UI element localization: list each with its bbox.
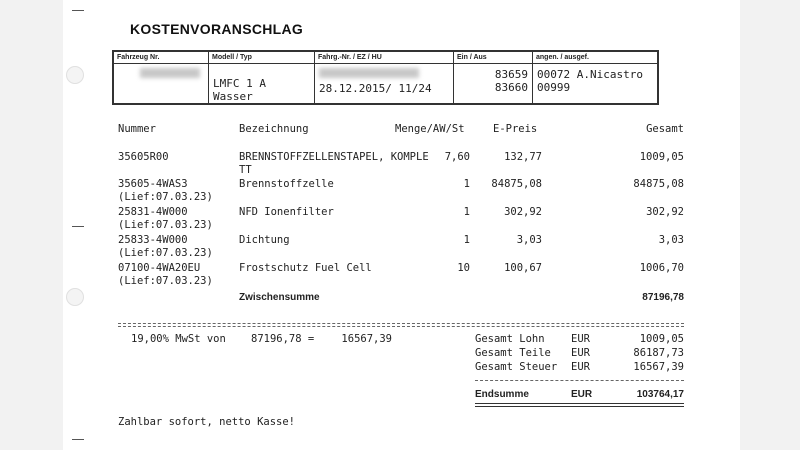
header-fahrgestell: Fahrg.-Nr. / EZ / HU xyxy=(315,51,454,64)
total-currency: EUR xyxy=(571,333,590,345)
item-nummer: 35605R00 xyxy=(118,151,169,163)
total-currency: EUR xyxy=(571,361,590,373)
total-value: 86187,73 xyxy=(633,347,684,359)
col-epreis: E-Preis xyxy=(493,123,538,135)
item-lief: (Lief:07.03.23) xyxy=(118,219,213,231)
item-nummer: 35605-4WAS3 xyxy=(118,178,188,190)
total-label: Gesamt Teile xyxy=(475,347,551,359)
item-menge: 1 xyxy=(463,178,470,190)
modell-value: LMFC 1 A Wasser xyxy=(213,77,266,103)
ein-value: 83659 xyxy=(494,68,528,81)
aus-value: 83660 xyxy=(494,81,528,94)
item-gesamt: 84875,08 xyxy=(633,178,684,190)
section-divider xyxy=(118,323,684,324)
item-lief: (Lief:07.03.23) xyxy=(118,247,213,259)
margin-mark xyxy=(72,226,84,227)
total-currency: EUR xyxy=(571,347,590,359)
vehicle-header-table xyxy=(112,50,659,105)
cell-fahrgestell xyxy=(315,64,454,105)
item-menge: 10 xyxy=(457,262,470,274)
item-menge: 1 xyxy=(463,234,470,246)
cell-fahrzeug-nr xyxy=(113,64,209,105)
item-epreis: 3,03 xyxy=(516,234,542,246)
header-angen-ausgef: angen. / ausgef. xyxy=(533,51,659,64)
endsumme-value: 103764,17 xyxy=(636,389,684,400)
mwst-rate: 19,00% MwSt von xyxy=(131,333,226,345)
angen-value: 00072 A.Nicastro xyxy=(537,68,643,81)
ausgef-value: 00999 xyxy=(537,81,571,94)
item-gesamt: 302,92 xyxy=(646,206,684,218)
cell-modell xyxy=(209,64,315,105)
item-menge: 1 xyxy=(463,206,470,218)
item-bezeichnung: Dichtung xyxy=(239,234,290,246)
item-epreis: 84875,08 xyxy=(491,178,542,190)
totals-divider xyxy=(475,380,684,381)
item-bezeichnung: NFD Ionenfilter xyxy=(239,206,334,218)
header-modell: Modell / Typ xyxy=(209,51,315,64)
total-label: Gesamt Steuer xyxy=(475,361,558,373)
punch-hole xyxy=(66,288,84,306)
ez-hu-value: 28.12.2015/ 11/24 xyxy=(319,82,432,95)
col-nummer: Nummer xyxy=(118,123,156,135)
item-bezeichnung: Frostschutz Fuel Cell xyxy=(239,262,372,274)
redacted-vin xyxy=(319,68,419,78)
col-gesamt: Gesamt xyxy=(646,123,684,135)
cell-ein-aus xyxy=(454,64,533,105)
total-label: Gesamt Lohn xyxy=(475,333,545,345)
total-value: 16567,39 xyxy=(633,361,684,373)
payment-note: Zahlbar sofort, netto Kasse! xyxy=(118,416,296,428)
item-lief: (Lief:07.03.23) xyxy=(118,191,213,203)
section-divider xyxy=(118,326,684,327)
item-nummer: 25831-4W000 xyxy=(118,206,188,218)
item-gesamt: 3,03 xyxy=(658,234,684,246)
cell-angen-ausgef xyxy=(533,64,659,105)
mwst-betrag: 16567,39 xyxy=(341,333,392,345)
item-bezeichnung: Brennstoffzelle xyxy=(239,178,334,190)
item-menge: 7,60 xyxy=(444,151,470,163)
item-epreis: 132,77 xyxy=(504,151,542,163)
header-ein-aus: Ein / Aus xyxy=(454,51,533,64)
document-title: KOSTENVORANSCHLAG xyxy=(130,21,304,37)
total-value: 1009,05 xyxy=(639,333,684,345)
item-nummer: 25833-4W000 xyxy=(118,234,188,246)
item-epreis: 302,92 xyxy=(504,206,542,218)
endsumme-currency: EUR xyxy=(571,389,593,400)
punch-hole xyxy=(66,66,84,84)
endsumme-underline xyxy=(475,403,684,407)
col-menge: Menge/AW/St xyxy=(395,123,465,135)
mwst-basis: 87196,78 = xyxy=(251,333,315,345)
item-gesamt: 1009,05 xyxy=(639,151,684,163)
zwischensumme-label: Zwischensumme xyxy=(239,292,320,303)
item-lief: (Lief:07.03.23) xyxy=(118,275,213,287)
item-epreis: 100,67 xyxy=(504,262,542,274)
redacted-plate xyxy=(140,68,200,78)
item-bezeichnung-cont: TT xyxy=(239,164,252,176)
margin-mark xyxy=(72,439,84,440)
item-gesamt: 1006,70 xyxy=(639,262,684,274)
zwischensumme-value: 87196,78 xyxy=(642,292,684,303)
item-bezeichnung: BRENNSTOFFZELLENSTAPEL, KOMPLE xyxy=(239,151,429,163)
col-bezeichnung: Bezeichnung xyxy=(239,123,309,135)
header-fahrzeug: Fahrzeug Nr. xyxy=(113,51,209,64)
item-nummer: 07100-4WA20EU xyxy=(118,262,201,274)
endsumme-label: Endsumme xyxy=(475,389,529,400)
margin-mark xyxy=(72,10,84,11)
